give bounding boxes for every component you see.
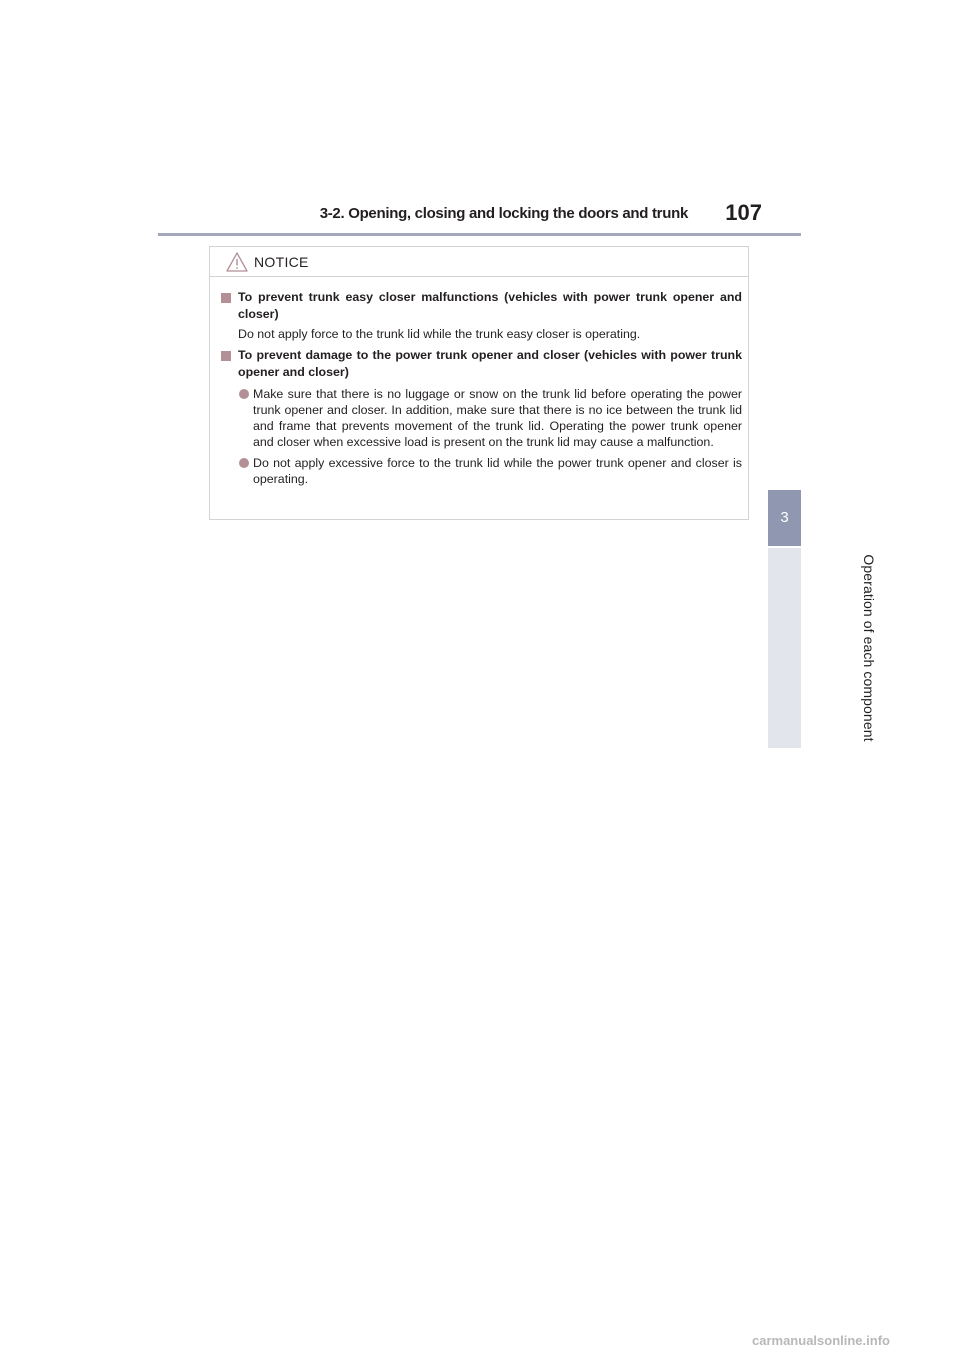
notice-title: NOTICE (254, 254, 309, 270)
warning-triangle-icon (226, 252, 248, 272)
notice-box (209, 246, 749, 520)
chapter-tab-number: 3 (768, 490, 801, 546)
list-item-text: Make sure that there is no luggage or snow on the trunk lid before operating the power trunk opener and closer. In addition, make sure that there is no ice between the trunk lid and frame that prevents movement of the trunk lid. Operating the power trunk opener and closer when excessive load is present on the trunk lid may cause a malfunction. (253, 387, 742, 449)
chapter-tab-label (768, 548, 877, 748)
list-item (220, 386, 742, 450)
circle-bullet-icon (239, 458, 249, 468)
section-heading-text: To prevent trunk easy closer malfunctions (vehicles with power trunk opener and closer) (238, 290, 742, 321)
watermark: carmanualsonline.info (752, 1333, 890, 1348)
section-body-text: Do not apply force to the trunk lid while the trunk easy closer is operating. (238, 327, 641, 341)
square-bullet-icon (221, 293, 231, 303)
circle-bullet-icon (239, 389, 249, 399)
chapter-label-text: Operation of each component (860, 554, 877, 742)
list-item (220, 455, 742, 487)
list-item-text: Do not apply excessive force to the trunk lid while the power trunk opener and closer is operating. (253, 456, 742, 486)
header-divider (158, 233, 801, 236)
section-heading-easy-closer (220, 289, 742, 323)
square-bullet-icon (221, 351, 231, 361)
page-number: 107 (725, 200, 762, 225)
notice-header (210, 247, 748, 277)
section-title: 3-2. Opening, closing and locking the doors and trunk (319, 205, 688, 222)
notice-body (210, 277, 748, 487)
section-heading-text: To prevent damage to the power trunk opener and closer (vehicles with power trunk opener and closer) (238, 348, 742, 379)
section-heading-power-trunk (220, 347, 742, 381)
